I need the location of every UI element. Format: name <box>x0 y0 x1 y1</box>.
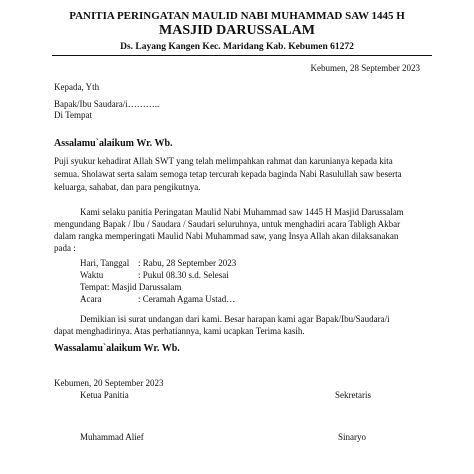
signature-left-name: Muhammad Alief <box>80 432 144 442</box>
paragraph-line: Kami selaku panitia Peringatan Maulid Nabi Muhammad saw 1445 H Masjid Darussalam <box>80 207 404 217</box>
letterhead-title: PANITIA PERINGATAN MAULID NABI MUHAMMAD SAW 1445 H <box>69 10 405 22</box>
recipient-name: Bapak/Ibu Saudara/i……….. <box>54 99 160 109</box>
letterhead-address: Ds. Layang Kangen Kec. Maridang Kab. Kebumen 61272 <box>120 42 354 52</box>
recipient-label: Kepada, Yth <box>54 82 100 92</box>
paragraph-line: Demikian isi surat undangan dari kami. Besar harapan kami agar Bapak/Ibu/Saudara/i <box>80 314 390 324</box>
recipient-place: Di Tempat <box>54 110 92 120</box>
signature-right-title: Sekretaris <box>335 390 371 400</box>
event-place: Tempat: Masjid Darussalam <box>80 282 182 292</box>
letterhead-divider <box>52 55 432 56</box>
paragraph-line: semua. Sholawat serta salam semoga tetap tercurah kepada baginda Nabi Rasulullah saw beserta <box>54 169 402 179</box>
letterhead-mosque-name: MASJID DARUSSALAM <box>159 23 315 38</box>
event-time-value: : Pukul 08.30 s.d. Selesai <box>138 270 229 280</box>
event-program-label: Acara <box>80 294 102 304</box>
paragraph-line: Puji syukur kehadirat Allah SWT yang telah melimpahkan rahmat dan karunianya kepada kita <box>54 156 393 166</box>
signature-right-name: Sinaryo <box>338 432 366 442</box>
paragraph-line: dalam rangka memperingati Maulid Nabi Muhammad saw, yang Insya Allah akan dilaksanakan <box>54 231 399 241</box>
signature-left-title: Ketua Panitia <box>80 390 129 400</box>
closing-greeting: Wassalamu`alaikum Wr. Wb. <box>54 343 180 354</box>
event-program-value: : Ceramah Agama Ustad… <box>138 294 236 304</box>
paragraph-line: pada : <box>54 243 76 253</box>
event-day-value: : Rabu, 28 September 2023 <box>138 258 237 268</box>
paragraph-line: mengundang Bapak / Ibu / Saudara / Saudari seluruhnya, untuk menghadiri acara Tabligh Akbar <box>54 219 401 229</box>
event-time-label: Waktu <box>80 270 104 280</box>
paragraph-line: dapat menghadirinya. Atas perhatiannya, kami ucapkan Terima kasih. <box>54 326 305 336</box>
signature-date: Kebumen, 20 September 2023 <box>54 378 164 388</box>
event-day-label: Hari, Tanggal <box>80 258 130 268</box>
paragraph-line: keluarga, sahabat, dan para pengikutnya. <box>54 182 201 192</box>
opening-greeting: Assalamu`alaikum Wr. Wb. <box>54 138 173 149</box>
letter-date: Kebumen, 28 September 2023 <box>310 63 420 73</box>
